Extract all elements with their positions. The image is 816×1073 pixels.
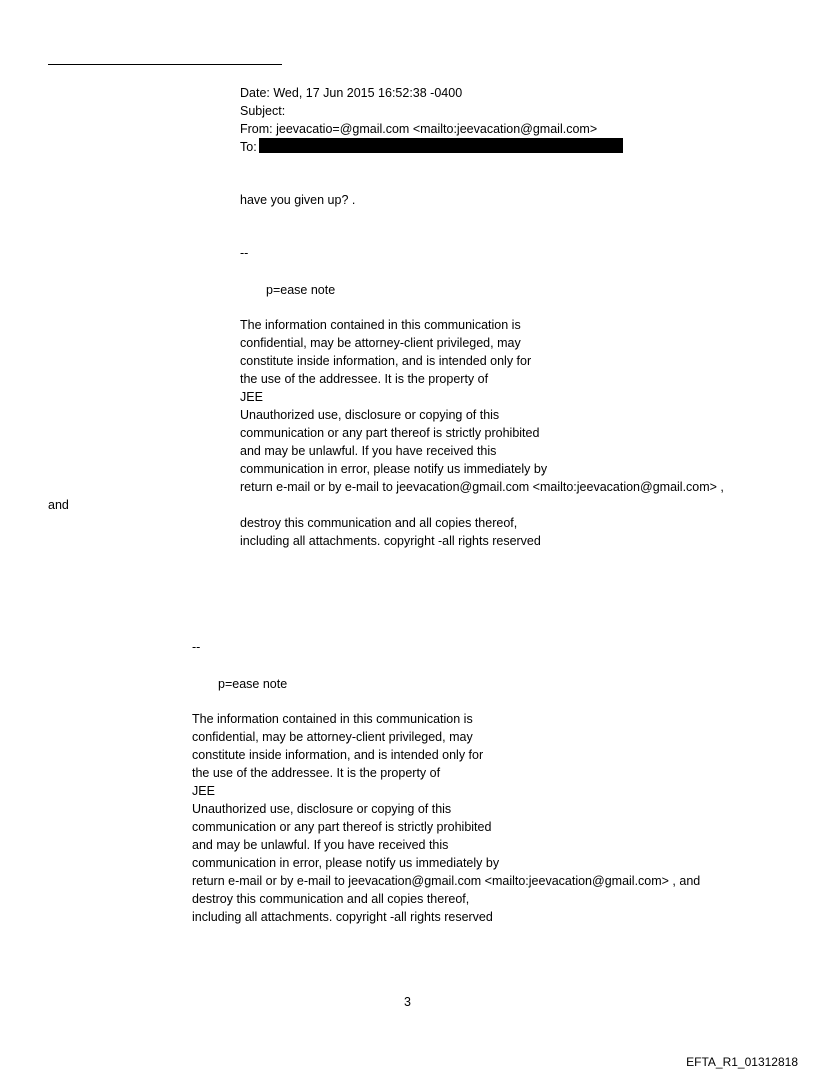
inner-disclaimer-line: and may be unlawful. If you have received this <box>240 444 497 458</box>
outer-disclaimer-line: JEE <box>192 784 215 798</box>
document-id: EFTA_R1_01312818 <box>686 1055 798 1069</box>
outer-signature-separator: -- <box>192 640 201 654</box>
inner-disclaimer-line: constitute inside information, and is intended only for <box>240 354 532 368</box>
inner-disclaimer <box>240 316 724 496</box>
outer-signature-note: p=ease note <box>218 677 288 691</box>
page-number: 3 <box>404 995 411 1009</box>
outer-disclaimer-line: communication in error, please notify us immediately by <box>192 856 500 870</box>
inner-disclaimer-line: including all attachments. copyright -all rights reserved <box>240 534 541 548</box>
outer-disclaimer-line: The information contained in this communication is <box>192 712 473 726</box>
outer-disclaimer-line: Unauthorized use, disclosure or copying of this <box>192 802 452 816</box>
email-subject: Subject: <box>240 104 286 118</box>
email-from: From: jeevacatio=@gmail.com <mailto:jeevacation@gmail.com> <box>240 122 598 136</box>
message-body: have you given up? . <box>240 193 356 207</box>
inner-disclaimer-line: Unauthorized use, disclosure or copying of this <box>240 408 500 422</box>
outer-disclaimer-line: destroy this communication and all copies thereof, <box>192 892 470 906</box>
inner-signature-note: p=ease note <box>266 283 336 297</box>
inner-disclaimer-line: The information contained in this communication is <box>240 318 521 332</box>
header-rule <box>48 64 282 65</box>
outer-disclaimer-line: and may be unlawful. If you have received this <box>192 838 449 852</box>
inner-disclaimer-line: communication in error, please notify us immediately by <box>240 462 548 476</box>
inner-wrapped-word: and <box>48 498 69 512</box>
inner-disclaimer-line: JEE <box>240 390 263 404</box>
outer-disclaimer-line: including all attachments. copyright -all rights reserved <box>192 910 493 924</box>
inner-disclaimer-line: confidential, may be attorney-client privileged, may <box>240 336 521 350</box>
inner-disclaimer-line: destroy this communication and all copies thereof, <box>240 516 518 530</box>
email-to-label: To: <box>240 140 257 154</box>
outer-disclaimer-line: return e-mail or by e-mail to jeevacation@gmail.com <mailto:jeevacation@gmail.com> , and <box>192 874 701 888</box>
redaction-bar <box>259 138 623 153</box>
inner-disclaimer-closing <box>240 514 541 550</box>
inner-disclaimer-line: return e-mail or by e-mail to jeevacation@gmail.com <mailto:jeevacation@gmail.com> , <box>240 480 724 494</box>
outer-disclaimer-line: confidential, may be attorney-client privileged, may <box>192 730 473 744</box>
inner-signature-separator: -- <box>240 246 249 260</box>
email-date: Date: Wed, 17 Jun 2015 16:52:38 -0400 <box>240 86 463 100</box>
outer-disclaimer-line: the use of the addressee. It is the property of <box>192 766 441 780</box>
inner-disclaimer-line: communication or any part thereof is strictly prohibited <box>240 426 540 440</box>
outer-disclaimer <box>192 710 700 926</box>
outer-disclaimer-line: constitute inside information, and is intended only for <box>192 748 484 762</box>
inner-disclaimer-line: the use of the addressee. It is the property of <box>240 372 489 386</box>
email-to <box>240 138 623 156</box>
outer-disclaimer-line: communication or any part thereof is strictly prohibited <box>192 820 492 834</box>
